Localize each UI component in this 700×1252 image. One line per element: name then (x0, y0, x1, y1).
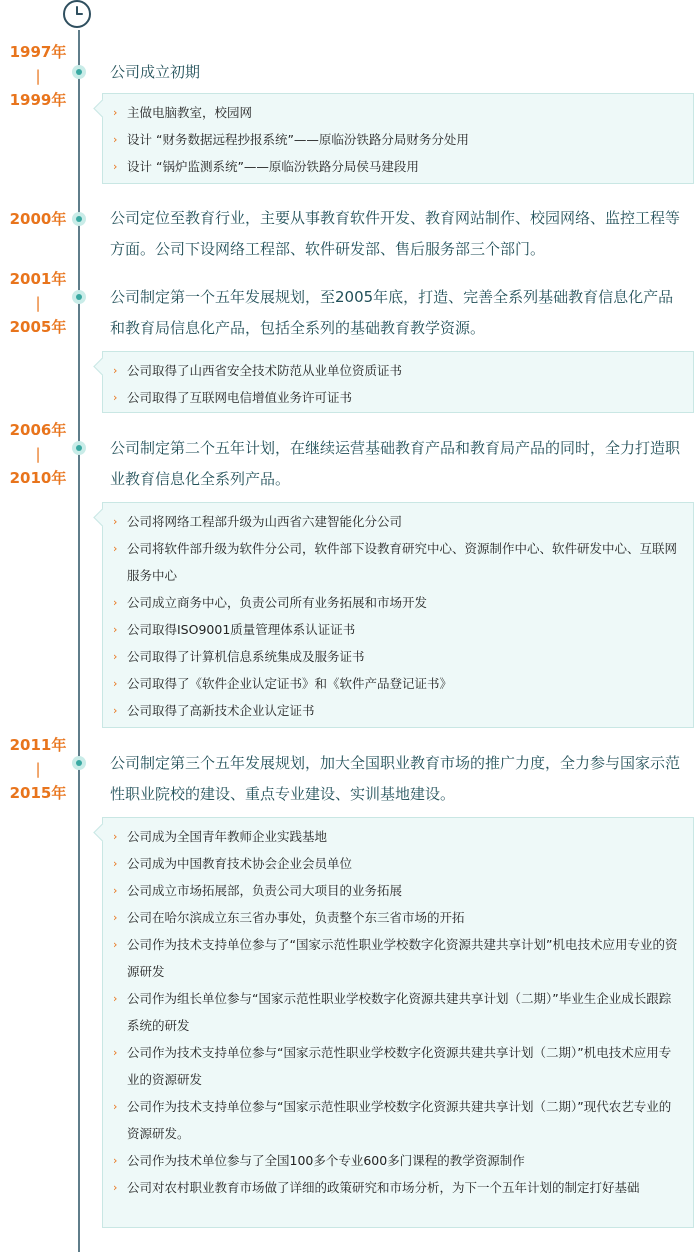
list-item: › 公司取得了高新技术企业认定证书 (103, 697, 693, 724)
chevron-right-icon: › (113, 1046, 118, 1059)
year-start: 1997年 (9, 43, 67, 61)
list-item: › 公司作为技术单位参与了全国100多个专业600多门课程的教学资源制作 (103, 1147, 693, 1174)
timeline-dot (72, 441, 86, 455)
timeline-dot (72, 65, 86, 79)
year-range (8, 41, 68, 111)
section-description: 公司定位至教育行业，主要从事教育软件开发、教育网站制作、校园网络、监控工程等方面。公司下设网络工程部、软件研发部、售后服务部三个部门。 (110, 209, 681, 258)
timeline-dot (72, 290, 86, 304)
chevron-right-icon: › (113, 623, 118, 636)
chevron-right-icon: › (113, 1100, 118, 1113)
list-item: › 设计 “锅炉监测系统”——原临汾铁路分局侯马建段用 (103, 153, 693, 180)
list-item: › 设计 “财务数据远程抄报系统”——原临汾铁路分局财务分处用 (103, 126, 693, 153)
year-separator: | (35, 445, 41, 463)
list-item: › 公司取得了山西省安全技术防范从业单位资质证书 (103, 357, 693, 384)
chevron-right-icon: › (113, 704, 118, 717)
list-item: › 公司在哈尔滨成立东三省办事处，负责整个东三省市场的开拓 (103, 904, 693, 931)
list-item: › 公司取得了计算机信息系统集成及服务证书 (103, 643, 693, 670)
chevron-right-icon: › (113, 106, 118, 119)
year-start: 2011年 (9, 736, 67, 754)
chevron-right-icon: › (113, 391, 118, 404)
chevron-right-icon: › (113, 133, 118, 146)
year-separator: | (35, 67, 41, 85)
list-item: › 公司作为技术支持单位参与“国家示范性职业学校数字化资源共建共享计划（二期）”机电技术应用专业的资源研发 (103, 1039, 693, 1093)
section-description: 公司制定第二个五年计划，在继续运营基础教育产品和教育局产品的同时，全力打造职业教育信息化全系列产品。 (110, 439, 681, 488)
section-description: 公司制定第三个五年发展规划，加大全国职业教育市场的推广力度，全力参与国家示范性职业院校的建设、重点专业建设、实训基地建设。 (110, 754, 681, 803)
chevron-right-icon: › (113, 1181, 118, 1194)
year-end: 2005年 (9, 318, 67, 336)
chevron-right-icon: › (113, 911, 118, 924)
milestone-box (102, 93, 694, 184)
year-start: 2006年 (9, 421, 67, 439)
list-item: › 公司将软件部升级为软件分公司，软件部下设教育研究中心、资源制作中心、软件研发中心、互联网服务中心 (103, 535, 693, 589)
list-item: › 公司成立市场拓展部，负责公司大项目的业务拓展 (103, 877, 693, 904)
list-item: › 公司作为组长单位参与“国家示范性职业学校数字化资源共建共享计划（二期）”毕业生企业成长跟踪系统的研发 (103, 985, 693, 1039)
chevron-right-icon: › (113, 596, 118, 609)
chevron-right-icon: › (113, 992, 118, 1005)
milestone-box (102, 502, 694, 728)
year-end: 1999年 (9, 91, 67, 109)
year-range (8, 419, 68, 489)
timeline-dot (72, 212, 86, 226)
clock-icon (63, 0, 91, 28)
year-start: 2000年 (9, 210, 67, 228)
list-item: › 公司作为技术支持单位参与了“国家示范性职业学校数字化资源共建共享计划”机电技术应用专业的资源研发 (103, 931, 693, 985)
year-separator: | (35, 760, 41, 778)
milestone-box (102, 817, 694, 1228)
year-end: 2015年 (9, 784, 67, 802)
year-separator: | (35, 294, 41, 312)
list-item: › 公司取得了《软件企业认定证书》和《软件产品登记证书》 (103, 670, 693, 697)
list-item: › 公司成为全国青年教师企业实践基地 (103, 823, 693, 850)
year-end: 2010年 (9, 469, 67, 487)
list-item: › 公司作为技术支持单位参与“国家示范性职业学校数字化资源共建共享计划（二期）”现代农艺专业的资源研发。 (103, 1093, 693, 1147)
list-item: › 公司将网络工程部升级为山西省六建智能化分公司 (103, 508, 693, 535)
timeline-dot (72, 756, 86, 770)
section-description: 公司成立初期 (110, 63, 201, 81)
section-description: 公司制定第一个五年发展规划，至2005年底，打造、完善全系列基础教育信息化产品和教育局信息化产品，包括全系列的基础教育教学资源。 (110, 288, 674, 337)
year-range (8, 208, 68, 230)
year-range (8, 734, 68, 804)
year-start: 2001年 (9, 270, 67, 288)
chevron-right-icon: › (113, 677, 118, 690)
list-item: › 公司成为中国教育技术协会企业会员单位 (103, 850, 693, 877)
milestone-box (102, 351, 694, 413)
chevron-right-icon: › (113, 1154, 118, 1167)
chevron-right-icon: › (113, 650, 118, 663)
chevron-right-icon: › (113, 830, 118, 843)
chevron-right-icon: › (113, 160, 118, 173)
chevron-right-icon: › (113, 364, 118, 377)
list-item: › 公司对农村职业教育市场做了详细的政策研究和市场分析，为下一个五年计划的制定打好基础 (103, 1174, 693, 1201)
chevron-right-icon: › (113, 857, 118, 870)
chevron-right-icon: › (113, 515, 118, 528)
chevron-right-icon: › (113, 938, 118, 951)
year-range (8, 268, 68, 338)
chevron-right-icon: › (113, 542, 118, 555)
list-item: › 公司取得了互联网电信增值业务许可证书 (103, 384, 693, 411)
list-item: › 公司取得ISO9001质量管理体系认证证书 (103, 616, 693, 643)
list-item: › 主做电脑教室，校园网 (103, 99, 693, 126)
chevron-right-icon: › (113, 884, 118, 897)
list-item: › 公司成立商务中心，负责公司所有业务拓展和市场开发 (103, 589, 693, 616)
